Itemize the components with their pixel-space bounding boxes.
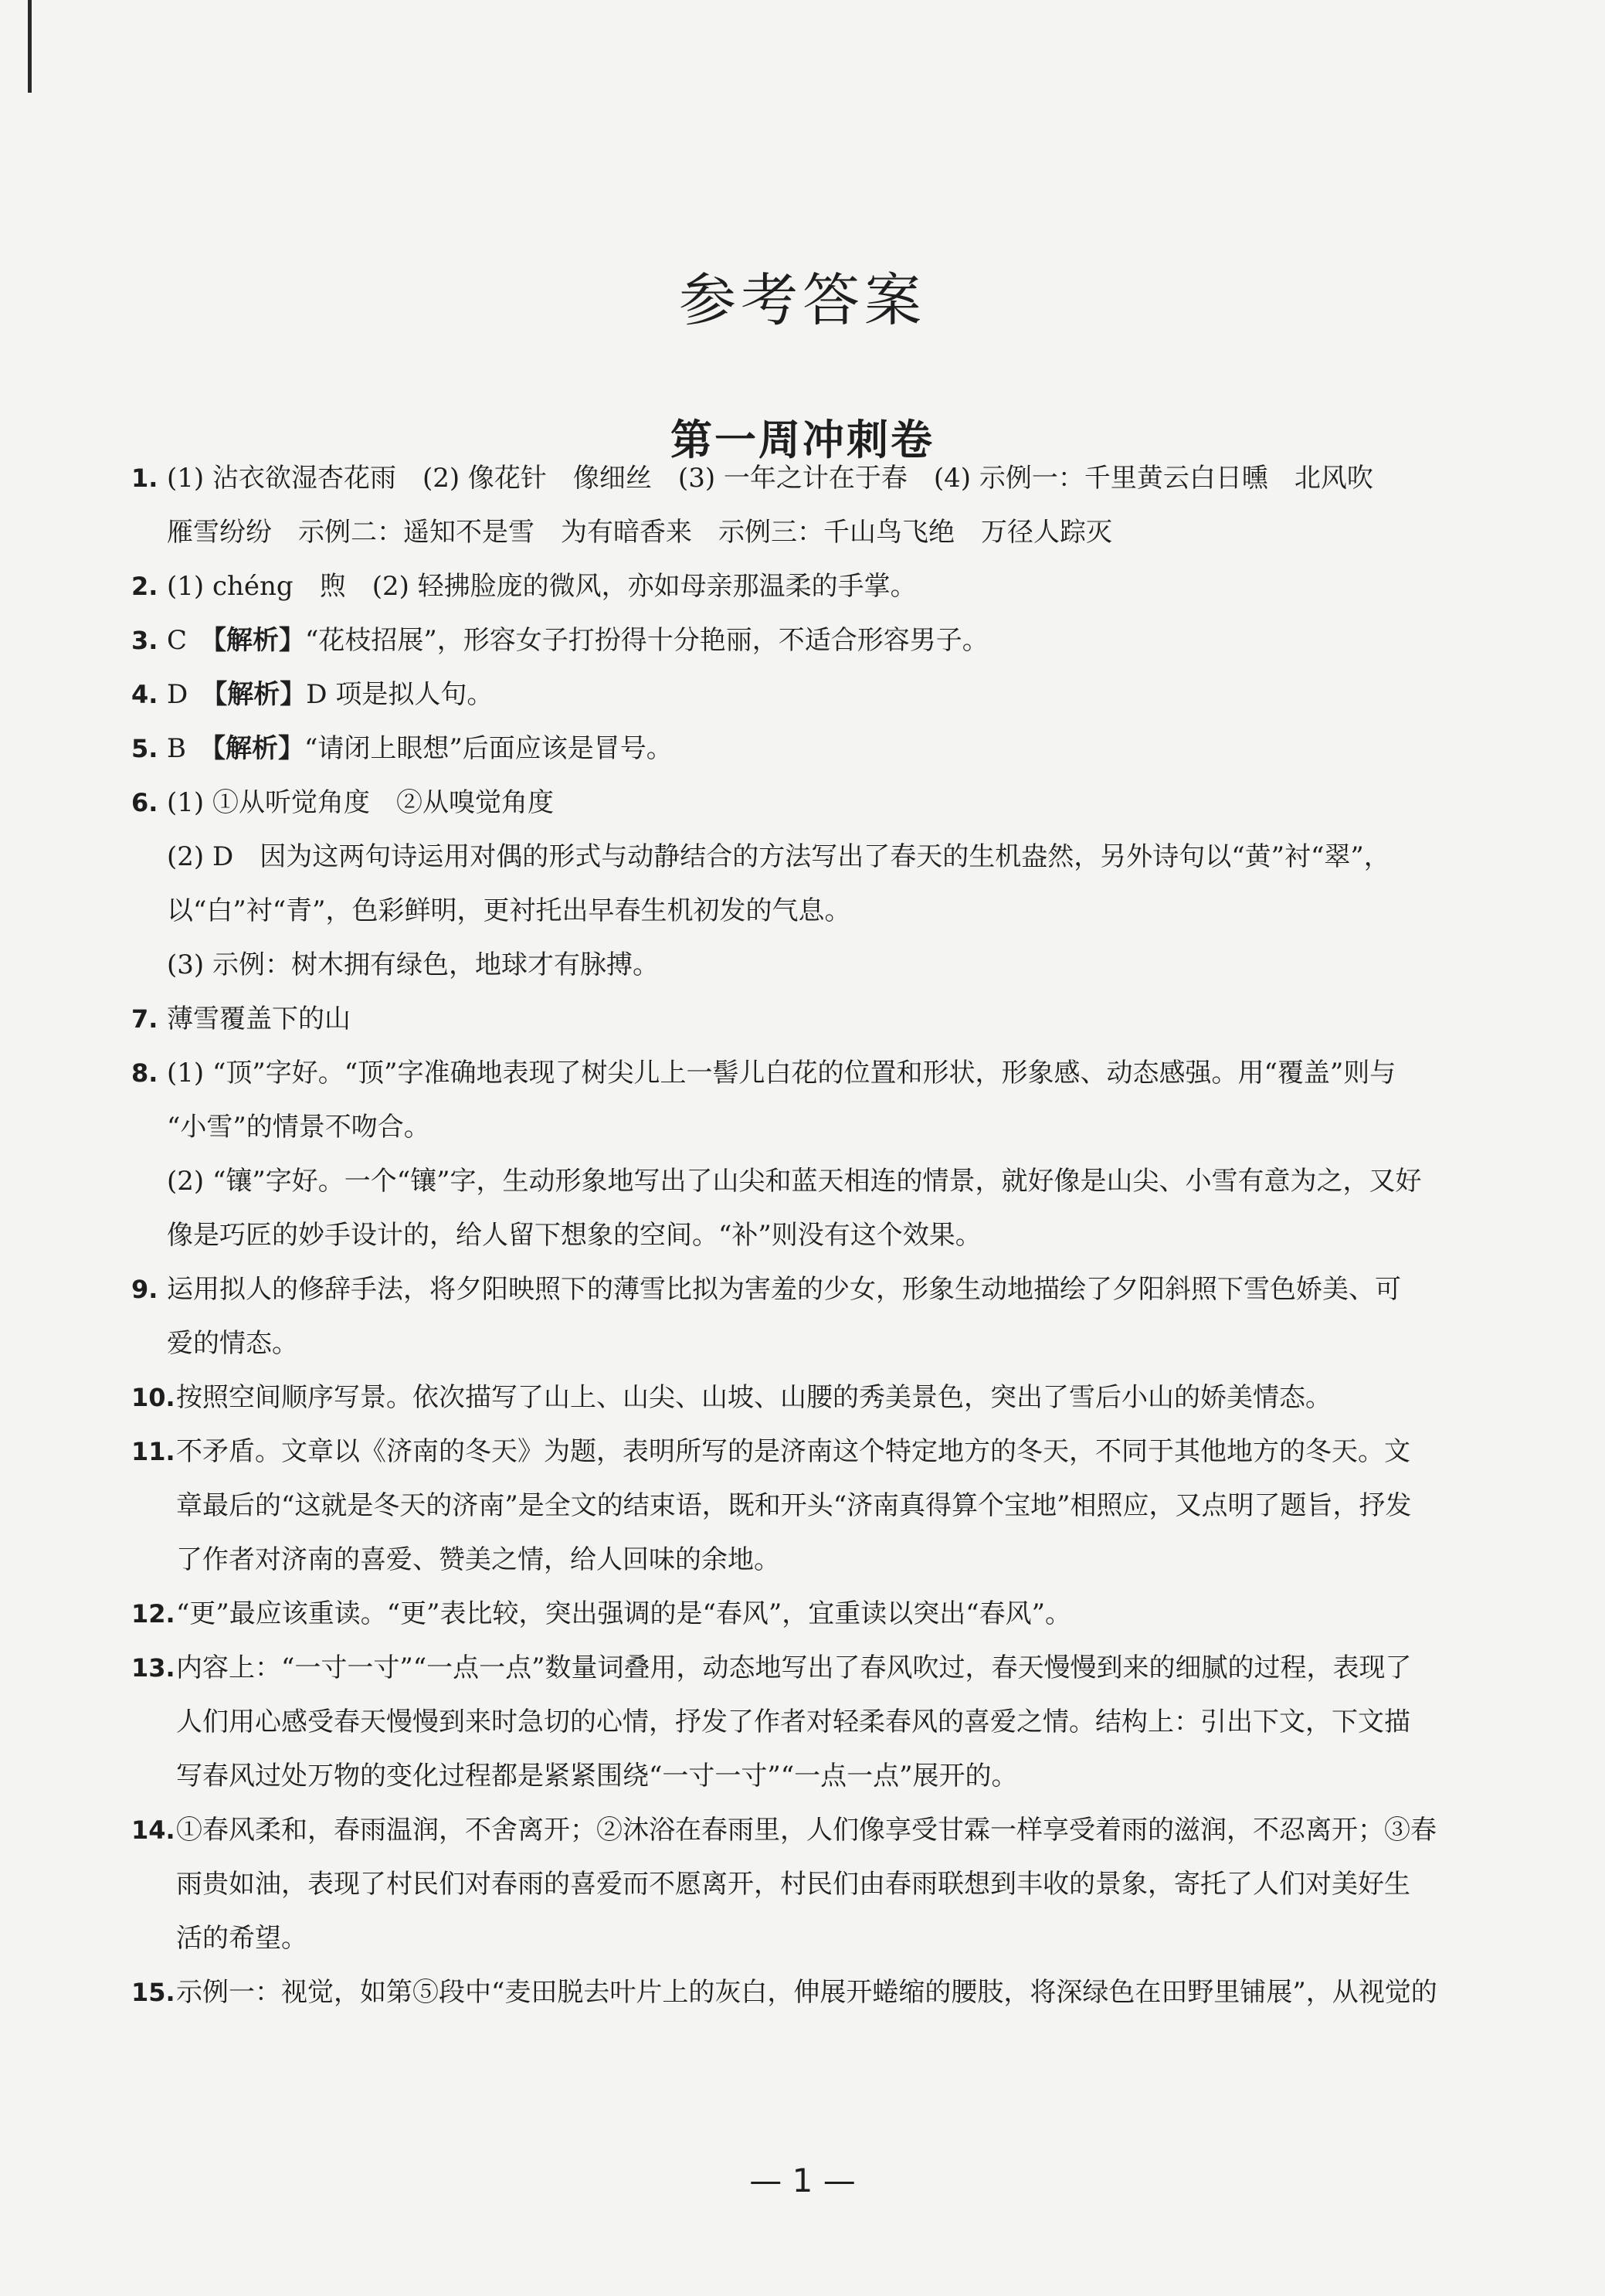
answer-item	[133, 667, 1461, 722]
answer-choice: C	[167, 625, 214, 656]
answer-text: 写春风过处万物的变化过程都是紧紧围绕“一寸一寸”“一点一点”展开的。	[176, 1761, 1018, 1792]
answer-choice: D	[167, 679, 215, 710]
answer-number: 12.	[131, 1599, 175, 1629]
answer-line	[167, 613, 1461, 667]
answer-text: 人们用心感受春天慢慢到来时急切的心情，抒发了作者对轻柔春风的喜爱之情。结构上：引出下文，下文描	[176, 1707, 1410, 1737]
answer-line	[167, 667, 1461, 722]
answer-line	[176, 1533, 1461, 1587]
answer-text: 运用拟人的修辞手法，将夕阳映照下的薄雪比拟为害羞的少女，形象生动地描绘了夕阳斜照下雪色娇美、可	[167, 1274, 1401, 1305]
answer-list	[133, 451, 1461, 2019]
answer-text: 示例一：视觉，如第⑤段中“麦田脱去叶片上的灰白，伸展开蜷缩的腰肢，将深绿色在田野里铺展”，从视觉的	[176, 1977, 1437, 2008]
answer-line	[167, 451, 1461, 505]
answer-number: 13.	[131, 1653, 175, 1683]
answer-text: “更”最应该重读。“更”表比较，突出强调的是“春风”，宜重读以突出“春风”。	[176, 1598, 1072, 1629]
answer-item	[133, 613, 1461, 667]
answer-number: 4.	[131, 680, 158, 709]
answer-line	[167, 1046, 1461, 1100]
answer-text: 以“白”衬“青”，色彩鲜明，更衬托出早春生机初发的气息。	[167, 895, 851, 926]
answer-number: 3.	[131, 626, 158, 655]
answer-item	[133, 1965, 1461, 2019]
answer-text: 章最后的“这就是冬天的济南”是全文的结束语，既和开头“济南真得算个宝地”相照应，又点明了题旨，抒发	[176, 1490, 1412, 1521]
answer-line	[176, 1695, 1461, 1749]
answer-text: 雨贵如油，表现了村民们对春雨的喜爱而不愿离开，村民们由春雨联想到丰收的景象，寄托了人们对美好生	[176, 1869, 1410, 1900]
binding-line	[28, 0, 32, 93]
answer-item	[133, 1370, 1461, 1425]
answer-text: 活的希望。	[176, 1923, 307, 1954]
answer-text: “请闭上眼想”后面应该是冒号。	[304, 733, 673, 764]
answer-text: (1) “顶”字好。“顶”字准确地表现了树尖儿上一髻儿白花的位置和形状，形象感、动态感强。用“覆盖”则与	[167, 1058, 1396, 1089]
answer-item	[133, 1803, 1461, 1965]
answer-number: 11.	[131, 1437, 175, 1466]
answer-item	[133, 1587, 1461, 1641]
answer-text: 薄雪覆盖下的山	[167, 1004, 351, 1034]
answer-item	[133, 559, 1461, 613]
analysis-tag: 【解析】	[212, 733, 304, 764]
answer-line	[176, 1857, 1461, 1911]
answer-text: 像是巧匠的妙手设计的，给人留下想象的空间。“补”则没有这个效果。	[167, 1220, 982, 1251]
answer-item	[133, 776, 1461, 992]
answer-line	[167, 830, 1461, 884]
answer-line	[167, 992, 1461, 1046]
answer-number: 9.	[131, 1275, 158, 1304]
answer-line	[167, 776, 1461, 830]
answer-line	[176, 1479, 1461, 1533]
answer-number: 6.	[131, 788, 158, 817]
answer-number: 5.	[131, 734, 158, 763]
answer-line	[167, 559, 1461, 613]
answer-line	[167, 1100, 1461, 1154]
answer-text: (1) ①从听觉角度 ②从嗅觉角度	[167, 787, 554, 818]
answer-item	[133, 451, 1461, 559]
answer-text: “小雪”的情景不吻合。	[167, 1112, 430, 1143]
answer-number: 2.	[131, 572, 158, 601]
answer-number: 10.	[131, 1383, 175, 1412]
answer-text: (3) 示例：树木拥有绿色，地球才有脉搏。	[167, 949, 659, 980]
analysis-tag: 【解析】	[214, 679, 307, 710]
answer-item	[133, 1262, 1461, 1370]
answer-line	[167, 1154, 1461, 1208]
answer-text: 了作者对济南的喜爱、赞美之情，给人回味的余地。	[176, 1544, 780, 1575]
answer-text: (2) D 因为这两句诗运用对偶的形式与动静结合的方法写出了春天的生机盎然，另外诗句以“黄”衬“翠”，	[167, 841, 1390, 872]
page-title: 参考答案	[679, 267, 926, 334]
answer-number: 15.	[131, 1978, 175, 2007]
answer-line	[167, 1316, 1461, 1370]
answer-item	[133, 1046, 1461, 1262]
answer-line	[167, 505, 1461, 559]
analysis-tag: 【解析】	[213, 625, 306, 656]
answer-text: D 项是拟人句。	[306, 679, 494, 710]
answer-line	[167, 884, 1461, 938]
section-title: 第一周冲刺卷	[670, 414, 935, 464]
answer-text: ①春风柔和，春雨温润，不舍离开；②沐浴在春雨里，人们像享受甘霖一样享受着雨的滋润，不忍离开；③春	[176, 1815, 1437, 1846]
answer-text: (1) 沾衣欲湿杏花雨 (2) 像花针 像细丝 (3) 一年之计在于春 (4) 示例一：千里黄云白日曛 北风吹	[167, 463, 1373, 494]
answer-line	[176, 1370, 1461, 1425]
answer-number: 14.	[131, 1815, 175, 1845]
answer-line	[176, 1911, 1461, 1965]
answer-item	[133, 1425, 1461, 1587]
answer-choice: B	[167, 733, 212, 764]
answer-line	[176, 1965, 1461, 2019]
answer-text: 内容上：“一寸一寸”“一点一点”数量词叠用，动态地写出了春风吹过，春天慢慢到来的细腻的过程，表现了	[176, 1652, 1412, 1683]
answer-number: 1.	[131, 464, 158, 493]
page-number: — 1 —	[749, 2162, 856, 2199]
answer-line	[167, 1208, 1461, 1262]
answer-text: (1) chéng 煦 (2) 轻拂脸庞的微风，亦如母亲那温柔的手掌。	[167, 571, 917, 602]
answer-number: 8.	[131, 1058, 158, 1088]
answer-line	[167, 938, 1461, 992]
answer-text: 爱的情态。	[167, 1328, 298, 1359]
answer-line	[176, 1641, 1461, 1695]
answer-item	[133, 722, 1461, 776]
answer-text: “花枝招展”，形容女子打扮得十分艳丽，不适合形容男子。	[305, 625, 989, 656]
answer-item	[133, 992, 1461, 1046]
answer-item	[133, 1641, 1461, 1803]
answer-line	[176, 1749, 1461, 1803]
answer-text: 雁雪纷纷 示例二：遥知不是雪 为有暗香来 示例三：千山鸟飞绝 万径人踪灭	[167, 517, 1112, 548]
answer-line	[167, 1262, 1461, 1316]
answer-text: 按照空间顺序写景。依次描写了山上、山尖、山坡、山腰的秀美景色，突出了雪后小山的娇美情态。	[176, 1382, 1332, 1413]
answer-number: 7.	[131, 1004, 158, 1034]
answer-line	[176, 1425, 1461, 1479]
answer-text: (2) “镶”字好。一个“镶”字，生动形象地写出了山尖和蓝天相连的情景，就好像是山尖、小雪有意为之，又好	[167, 1166, 1422, 1197]
answer-line	[167, 722, 1461, 776]
answer-text: 不矛盾。文章以《济南的冬天》为题，表明所写的是济南这个特定地方的冬天，不同于其他地方的冬天。文	[176, 1436, 1410, 1467]
answer-line	[176, 1587, 1461, 1641]
answer-line	[176, 1803, 1461, 1857]
